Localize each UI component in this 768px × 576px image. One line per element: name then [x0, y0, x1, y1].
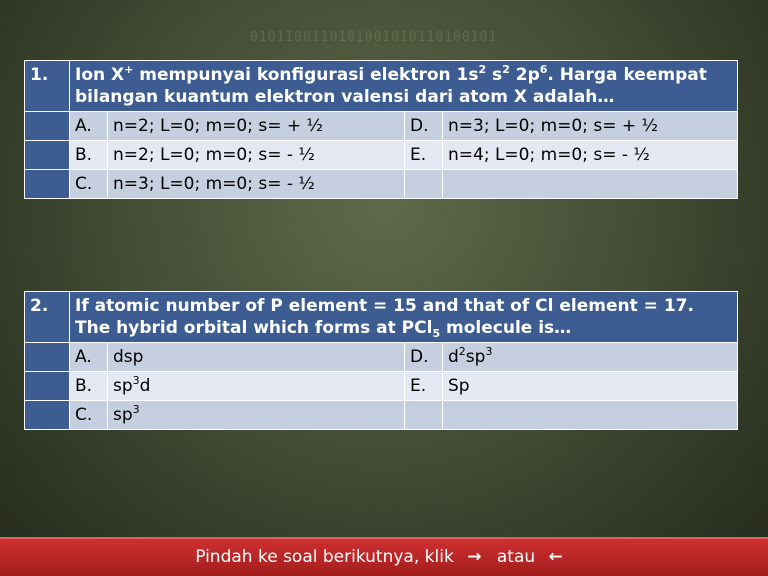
prev-arrow-icon[interactable]: ←: [548, 547, 563, 567]
option-b-text[interactable]: n=2; L=0; m=0; s= - ½: [108, 141, 405, 170]
question-2-table: [24, 291, 738, 430]
option-e-letter[interactable]: E.: [405, 372, 443, 401]
option-e-text[interactable]: n=4; L=0; m=0; s= - ½: [443, 141, 738, 170]
question-1-option-row: [25, 170, 738, 199]
question-2-option-row: [25, 372, 738, 401]
question-1-table: [24, 60, 738, 199]
option-b-text[interactable]: $sp^3d$: [108, 372, 405, 401]
footer-instruction: Pindah ke soal berikutnya, klik: [195, 547, 454, 567]
empty-cell: [405, 401, 443, 430]
option-e-letter[interactable]: E.: [405, 141, 443, 170]
option-d-text[interactable]: n=3; L=0; m=0; s= + ½: [443, 112, 738, 141]
background-binary-pattern: 0101100110101001010110100101: [250, 30, 498, 45]
option-d-text[interactable]: $d^2sp^3$: [443, 343, 738, 372]
question-2-option-row: [25, 343, 738, 372]
option-b-letter[interactable]: B.: [70, 372, 108, 401]
empty-cell: [405, 170, 443, 199]
empty-cell: [443, 170, 738, 199]
question-1-text: Ion X+ mempunyai konfigurasi elektron $1s^2$ $s^2$ $2p^6$. Harga keempat bilangan kuantum elektron valensi dari atom X adalah…: [70, 61, 738, 112]
question-1-option-row: [25, 112, 738, 141]
option-a-letter[interactable]: A.: [70, 343, 108, 372]
option-d-letter[interactable]: D.: [405, 343, 443, 372]
option-a-text[interactable]: dsp: [108, 343, 405, 372]
question-1-header-row: [25, 61, 738, 112]
option-b-letter[interactable]: B.: [70, 141, 108, 170]
option-c-letter[interactable]: C.: [70, 170, 108, 199]
footer-or-text: atau: [496, 547, 536, 567]
option-c-text[interactable]: n=3; L=0; m=0; s= - ½: [108, 170, 405, 199]
question-1-number: 1.: [25, 61, 70, 112]
option-a-text[interactable]: n=2; L=0; m=0; s= + ½: [108, 112, 405, 141]
option-c-text[interactable]: $sp^3$: [108, 401, 405, 430]
question-2-text: If atomic number of P element = 15 and that of Cl element = 17. The hybrid orbital which forms at PCl$_5$ molecule is…: [70, 292, 738, 343]
next-arrow-icon[interactable]: →: [467, 547, 482, 567]
navigation-footer: [0, 537, 768, 576]
question-2-number: 2.: [25, 292, 70, 343]
question-2-option-row: [25, 401, 738, 430]
question-1-option-row: [25, 141, 738, 170]
empty-cell: [443, 401, 738, 430]
option-c-letter[interactable]: C.: [70, 401, 108, 430]
option-a-letter[interactable]: A.: [70, 112, 108, 141]
question-2-header-row: [25, 292, 738, 343]
option-e-text[interactable]: Sp: [443, 372, 738, 401]
option-d-letter[interactable]: D.: [405, 112, 443, 141]
